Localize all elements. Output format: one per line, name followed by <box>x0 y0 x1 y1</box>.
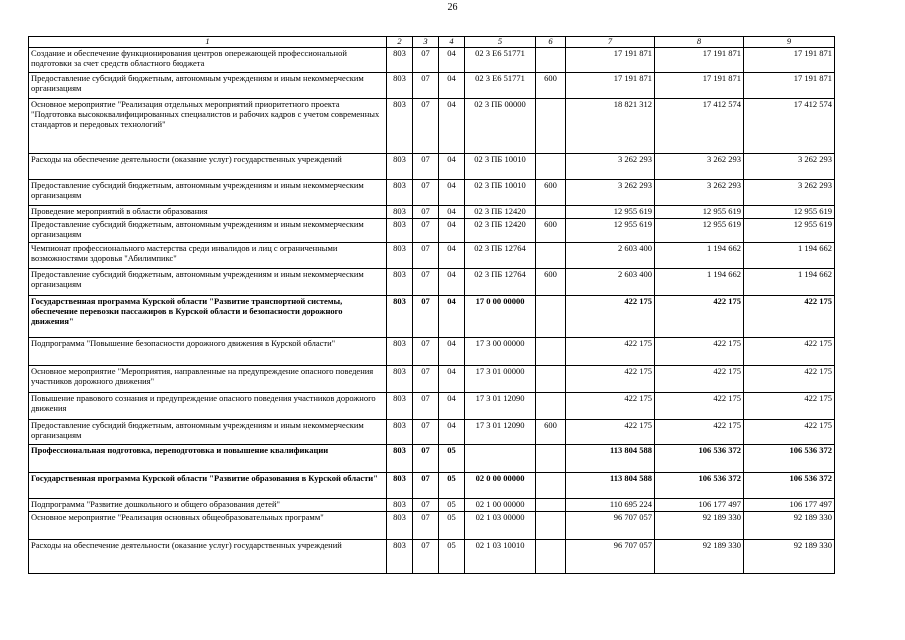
subsection-code: 04 <box>439 48 465 73</box>
subsection-code: 04 <box>439 366 465 393</box>
table-row <box>29 219 835 243</box>
amount-col8: 1 194 662 <box>655 269 744 296</box>
ministry-code: 803 <box>387 48 413 73</box>
table-row <box>29 269 835 296</box>
subsection-code: 05 <box>439 512 465 540</box>
amount-col8: 422 175 <box>655 338 744 366</box>
ministry-code: 803 <box>387 366 413 393</box>
section-code: 07 <box>413 219 439 243</box>
amount-col7: 422 175 <box>566 338 655 366</box>
ministry-code: 803 <box>387 219 413 243</box>
amount-col8: 17 412 574 <box>655 99 744 154</box>
expense-type-code: 600 <box>536 73 566 99</box>
column-header: 9 <box>744 37 835 48</box>
section-code: 07 <box>413 180 439 206</box>
target-article-code: 02 1 03 00000 <box>465 512 536 540</box>
target-article-code: 02 3 ПБ 10010 <box>465 154 536 180</box>
table-row <box>29 48 835 73</box>
subsection-code: 04 <box>439 243 465 269</box>
amount-col7: 422 175 <box>566 366 655 393</box>
budget-table <box>28 36 835 574</box>
table-row <box>29 499 835 512</box>
ministry-code: 803 <box>387 393 413 420</box>
subsection-code: 04 <box>439 154 465 180</box>
amount-col7: 110 695 224 <box>566 499 655 512</box>
amount-col9: 3 262 293 <box>744 154 835 180</box>
expense-type-code: 600 <box>536 420 566 445</box>
expense-type-code: 600 <box>536 219 566 243</box>
section-code: 07 <box>413 296 439 338</box>
target-article-code: 02 3 E6 51771 <box>465 73 536 99</box>
amount-col7: 113 804 588 <box>566 445 655 473</box>
row-description: Предоставление субсидий бюджетным, автономным учреждениям и иным некоммерческим организациям <box>29 219 387 243</box>
row-description: Подпрограмма "Повышение безопасности дорожного движения в Курской области" <box>29 338 387 366</box>
subsection-code: 04 <box>439 393 465 420</box>
amount-col9: 17 191 871 <box>744 73 835 99</box>
table-row <box>29 296 835 338</box>
subsection-code: 04 <box>439 296 465 338</box>
column-header: 7 <box>566 37 655 48</box>
expense-type-code <box>536 540 566 574</box>
amount-col8: 422 175 <box>655 366 744 393</box>
row-description: Основное мероприятие "Мероприятия, направленные на предупреждение опасного поведения участников дорожного движения" <box>29 366 387 393</box>
amount-col8: 1 194 662 <box>655 243 744 269</box>
table-row <box>29 338 835 366</box>
amount-col9: 106 536 372 <box>744 445 835 473</box>
subsection-code: 04 <box>439 73 465 99</box>
row-description: Основное мероприятие "Реализация отдельных мероприятий приоритетного проекта "Подготовка высококвалифицированных специалистов и рабочих кадров с учетом современных стандартов и передовых технологий" <box>29 99 387 154</box>
expense-type-code <box>536 499 566 512</box>
ministry-code: 803 <box>387 269 413 296</box>
section-code: 07 <box>413 99 439 154</box>
section-code: 07 <box>413 48 439 73</box>
amount-col7: 2 603 400 <box>566 243 655 269</box>
amount-col8: 106 536 372 <box>655 473 744 499</box>
amount-col9: 422 175 <box>744 420 835 445</box>
expense-type-code <box>536 512 566 540</box>
ministry-code: 803 <box>387 206 413 219</box>
amount-col8: 422 175 <box>655 420 744 445</box>
row-description: Подпрограмма "Развитие дошкольного и общего образования детей" <box>29 499 387 512</box>
amount-col9: 422 175 <box>744 296 835 338</box>
amount-col7: 422 175 <box>566 393 655 420</box>
target-article-code: 02 1 03 10010 <box>465 540 536 574</box>
ministry-code: 803 <box>387 540 413 574</box>
section-code: 07 <box>413 445 439 473</box>
section-code: 07 <box>413 393 439 420</box>
target-article-code <box>465 445 536 473</box>
page-number: 26 <box>447 2 458 13</box>
section-code: 07 <box>413 73 439 99</box>
row-description: Предоставление субсидий бюджетным, автономным учреждениям и иным некоммерческим организациям <box>29 180 387 206</box>
column-header: 3 <box>413 37 439 48</box>
target-article-code: 02 3 ПБ 12420 <box>465 219 536 243</box>
amount-col8: 12 955 619 <box>655 206 744 219</box>
expense-type-code <box>536 473 566 499</box>
ministry-code: 803 <box>387 180 413 206</box>
subsection-code: 04 <box>439 338 465 366</box>
target-article-code: 17 3 01 12090 <box>465 420 536 445</box>
target-article-code: 17 0 00 00000 <box>465 296 536 338</box>
amount-col8: 17 191 871 <box>655 73 744 99</box>
table-row <box>29 445 835 473</box>
expense-type-code <box>536 445 566 473</box>
table-row <box>29 512 835 540</box>
section-code: 07 <box>413 206 439 219</box>
amount-col8: 3 262 293 <box>655 154 744 180</box>
amount-col9: 422 175 <box>744 366 835 393</box>
section-code: 07 <box>413 512 439 540</box>
expense-type-code <box>536 366 566 393</box>
amount-col8: 106 177 497 <box>655 499 744 512</box>
section-code: 07 <box>413 338 439 366</box>
ministry-code: 803 <box>387 512 413 540</box>
expense-type-code <box>536 243 566 269</box>
amount-col7: 96 707 057 <box>566 512 655 540</box>
section-code: 07 <box>413 243 439 269</box>
subsection-code: 05 <box>439 540 465 574</box>
ministry-code: 803 <box>387 473 413 499</box>
amount-col8: 3 262 293 <box>655 180 744 206</box>
section-code: 07 <box>413 154 439 180</box>
column-header: 4 <box>439 37 465 48</box>
ministry-code: 803 <box>387 154 413 180</box>
section-code: 07 <box>413 269 439 296</box>
column-header: 2 <box>387 37 413 48</box>
table-row <box>29 206 835 219</box>
table-row <box>29 540 835 574</box>
amount-col8: 12 955 619 <box>655 219 744 243</box>
ministry-code: 803 <box>387 243 413 269</box>
expense-type-code <box>536 48 566 73</box>
amount-col8: 17 191 871 <box>655 48 744 73</box>
amount-col9: 3 262 293 <box>744 180 835 206</box>
amount-col9: 1 194 662 <box>744 269 835 296</box>
target-article-code: 02 3 ПБ 00000 <box>465 99 536 154</box>
section-code: 07 <box>413 420 439 445</box>
ministry-code: 803 <box>387 338 413 366</box>
target-article-code: 02 3 E6 51771 <box>465 48 536 73</box>
section-code: 07 <box>413 473 439 499</box>
amount-col9: 422 175 <box>744 393 835 420</box>
amount-col9: 92 189 330 <box>744 540 835 574</box>
amount-col8: 92 189 330 <box>655 540 744 574</box>
amount-col7: 17 191 871 <box>566 73 655 99</box>
ministry-code: 803 <box>387 73 413 99</box>
section-code: 07 <box>413 540 439 574</box>
expense-type-code <box>536 154 566 180</box>
subsection-code: 04 <box>439 99 465 154</box>
row-description: Государственная программа Курской области "Развитие образования в Курской области" <box>29 473 387 499</box>
subsection-code: 05 <box>439 445 465 473</box>
expense-type-code <box>536 206 566 219</box>
expense-type-code: 600 <box>536 180 566 206</box>
amount-col8: 106 536 372 <box>655 445 744 473</box>
table-row <box>29 366 835 393</box>
amount-col7: 2 603 400 <box>566 269 655 296</box>
section-code: 07 <box>413 366 439 393</box>
amount-col9: 12 955 619 <box>744 206 835 219</box>
target-article-code: 02 3 ПБ 10010 <box>465 180 536 206</box>
row-description: Чемпионат профессионального мастерства среди инвалидов и лиц с ограниченными возможностями здоровья "Абилимпикс" <box>29 243 387 269</box>
row-description: Основное мероприятие "Реализация основных общеобразовательных программ" <box>29 512 387 540</box>
table-row <box>29 393 835 420</box>
amount-col7: 12 955 619 <box>566 206 655 219</box>
subsection-code: 04 <box>439 206 465 219</box>
target-article-code: 02 1 00 00000 <box>465 499 536 512</box>
amount-col9: 92 189 330 <box>744 512 835 540</box>
ministry-code: 803 <box>387 499 413 512</box>
column-number-row <box>29 37 835 48</box>
amount-col7: 96 707 057 <box>566 540 655 574</box>
section-code: 07 <box>413 499 439 512</box>
target-article-code: 17 3 00 00000 <box>465 338 536 366</box>
amount-col8: 92 189 330 <box>655 512 744 540</box>
subsection-code: 04 <box>439 269 465 296</box>
column-header: 1 <box>29 37 387 48</box>
table-row <box>29 99 835 154</box>
amount-col7: 113 804 588 <box>566 473 655 499</box>
ministry-code: 803 <box>387 296 413 338</box>
table-row <box>29 154 835 180</box>
row-description: Повышение правового сознания и предупреждение опасного поведения участников дорожного движения <box>29 393 387 420</box>
amount-col9: 12 955 619 <box>744 219 835 243</box>
row-description: Предоставление субсидий бюджетным, автономным учреждениям и иным некоммерческим организациям <box>29 269 387 296</box>
target-article-code: 02 3 ПБ 12420 <box>465 206 536 219</box>
row-description: Создание и обеспечение функционирования центров опережающей профессиональной подготовки за счет средств областного бюджета <box>29 48 387 73</box>
amount-col8: 422 175 <box>655 393 744 420</box>
subsection-code: 04 <box>439 219 465 243</box>
amount-col7: 422 175 <box>566 296 655 338</box>
table-row <box>29 73 835 99</box>
row-description: Предоставление субсидий бюджетным, автономным учреждениям и иным некоммерческим организациям <box>29 73 387 99</box>
amount-col9: 106 177 497 <box>744 499 835 512</box>
subsection-code: 04 <box>439 420 465 445</box>
target-article-code: 17 3 01 12090 <box>465 393 536 420</box>
amount-col7: 3 262 293 <box>566 154 655 180</box>
table-row <box>29 243 835 269</box>
column-header: 6 <box>536 37 566 48</box>
amount-col8: 422 175 <box>655 296 744 338</box>
expense-type-code: 600 <box>536 269 566 296</box>
column-header: 5 <box>465 37 536 48</box>
table-row <box>29 473 835 499</box>
row-description: Проведение мероприятий в области образования <box>29 206 387 219</box>
row-description: Государственная программа Курской области "Развитие транспортной системы, обеспечение перевозки пассажиров в Курской области и безопасности дорожного движения" <box>29 296 387 338</box>
row-description: Расходы на обеспечение деятельности (оказание услуг) государственных учреждений <box>29 540 387 574</box>
target-article-code: 02 3 ПБ 12764 <box>465 269 536 296</box>
ministry-code: 803 <box>387 99 413 154</box>
table-row <box>29 180 835 206</box>
target-article-code: 17 3 01 00000 <box>465 366 536 393</box>
subsection-code: 04 <box>439 180 465 206</box>
expense-type-code <box>536 393 566 420</box>
target-article-code: 02 3 ПБ 12764 <box>465 243 536 269</box>
amount-col9: 17 412 574 <box>744 99 835 154</box>
amount-col7: 17 191 871 <box>566 48 655 73</box>
row-description: Профессиональная подготовка, переподготовка и повышение квалификации <box>29 445 387 473</box>
amount-col7: 12 955 619 <box>566 219 655 243</box>
amount-col7: 18 821 312 <box>566 99 655 154</box>
amount-col9: 422 175 <box>744 338 835 366</box>
amount-col7: 422 175 <box>566 420 655 445</box>
column-header: 8 <box>655 37 744 48</box>
expense-type-code <box>536 99 566 154</box>
expense-type-code <box>536 338 566 366</box>
subsection-code: 05 <box>439 499 465 512</box>
amount-col9: 17 191 871 <box>744 48 835 73</box>
amount-col9: 1 194 662 <box>744 243 835 269</box>
ministry-code: 803 <box>387 445 413 473</box>
table-row <box>29 420 835 445</box>
row-description: Расходы на обеспечение деятельности (оказание услуг) государственных учреждений <box>29 154 387 180</box>
amount-col9: 106 536 372 <box>744 473 835 499</box>
target-article-code: 02 0 00 00000 <box>465 473 536 499</box>
expense-type-code <box>536 296 566 338</box>
ministry-code: 803 <box>387 420 413 445</box>
subsection-code: 05 <box>439 473 465 499</box>
amount-col7: 3 262 293 <box>566 180 655 206</box>
row-description: Предоставление субсидий бюджетным, автономным учреждениям и иным некоммерческим организациям <box>29 420 387 445</box>
